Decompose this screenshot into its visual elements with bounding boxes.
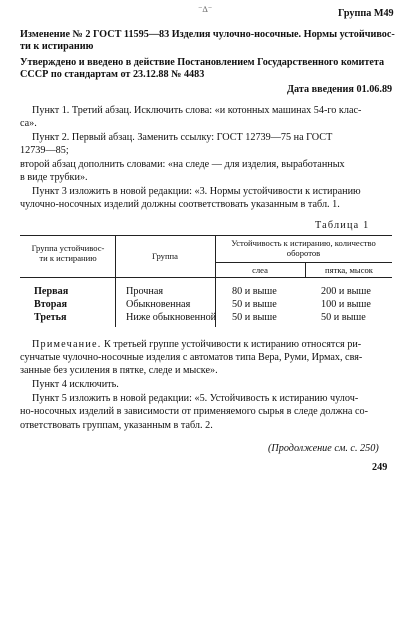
cell-heel: 50 и выше (232, 312, 277, 323)
th-group-resistance: Группа устойчивос- ти к истиранию (31, 243, 105, 264)
cell-group: Ниже обыкновенной (126, 312, 217, 323)
cell-group: Прочная (126, 286, 164, 297)
cell-toe: 100 и выше (321, 299, 371, 310)
p2-line2: 12739—85; (20, 145, 69, 156)
p2-line4: в виде трубки». (20, 172, 88, 183)
cell-group-resistance: Первая (34, 286, 69, 297)
p3-line2: чулочно-носочных изделий должны соответствовать указанным в табл. 1. (20, 199, 340, 210)
th-group: Группа (152, 251, 178, 261)
table-subheader-rule (215, 262, 392, 263)
th-toe: пятка, мысок (325, 265, 373, 275)
note-line1 (32, 339, 361, 352)
p3-line1: Пункт 3 изложить в новой редакции: «3. Нормы устойчивости к истиранию (32, 186, 361, 197)
note-line1-text: К третьей группе устойчивости к истиранию относятся ри- (101, 339, 362, 350)
page-number: 249 (372, 462, 388, 473)
note-line2: сунчатые чулочно-носочные изделия с автоматов типа Вера, Руми, Ирмах, свя- (20, 352, 363, 363)
header-mark: ⁻∆⁻ (198, 4, 213, 14)
cell-toe: 200 и выше (321, 286, 371, 297)
cell-group: Обыкновенная (126, 299, 191, 310)
table-top-rule (20, 235, 392, 236)
p1-line2: са». (20, 118, 37, 129)
p5-line3: ответствовать группам, указанным в табл. 2. (20, 420, 213, 431)
group-code: Группа М49 (338, 8, 394, 19)
amendment-title-line2: ти к истиранию (20, 41, 94, 52)
amendment-title-line1: Изменение № 2 ГОСТ 11595—83 Изделия чулочно-носочные. Нормы устойчивос- (20, 29, 395, 40)
note-label: Примечание. (32, 339, 102, 350)
table-body-divider-1 (115, 277, 116, 327)
p2-line1: Пункт 2. Первый абзац. Заменить ссылку: ГОСТ 12739—75 на ГОСТ (32, 132, 333, 143)
p5-line2: но-носочных изделий в зависимости от применяемого сырья в следе должна со- (20, 406, 369, 417)
cell-group-resistance: Третья (34, 312, 67, 323)
cell-heel: 50 и выше (232, 299, 277, 310)
table-caption: Таблица 1 (315, 220, 370, 231)
cell-heel: 80 и выше (232, 286, 277, 297)
p4: Пункт 4 исключить. (32, 379, 119, 390)
p2-line3: второй абзац дополнить словами: «на следе — для изделия, выработанных (20, 159, 345, 170)
cell-group-resistance: Вторая (34, 299, 68, 310)
cell-toe: 50 и выше (321, 312, 366, 323)
th-heel: слеа (252, 265, 268, 275)
note-line3: занные без усиления в пятке, следе и мыске». (20, 365, 218, 376)
th-resistance: Устойчивость к истиранию, количество оборотов (231, 238, 376, 259)
p1-line1: Пункт 1. Третий абзац. Исключить слова: «и котонных машинах 54-го клас- (32, 105, 362, 116)
continuation-note: (Продолжение см. с. 250) (268, 443, 379, 454)
p5-line1: Пункт 5 изложить в новой редакции: «5. Устойчивость к истиранию чулоч- (32, 393, 359, 404)
effective-date: Дата введения 01.06.89 (287, 84, 393, 95)
table-header-bottom-rule (20, 277, 392, 278)
approval-line2: СССР по стандартам от 23.12.88 № 4483 (20, 69, 205, 80)
approval-line1: Утверждено и введено в действие Постановлением Государственного комитета (20, 57, 385, 68)
